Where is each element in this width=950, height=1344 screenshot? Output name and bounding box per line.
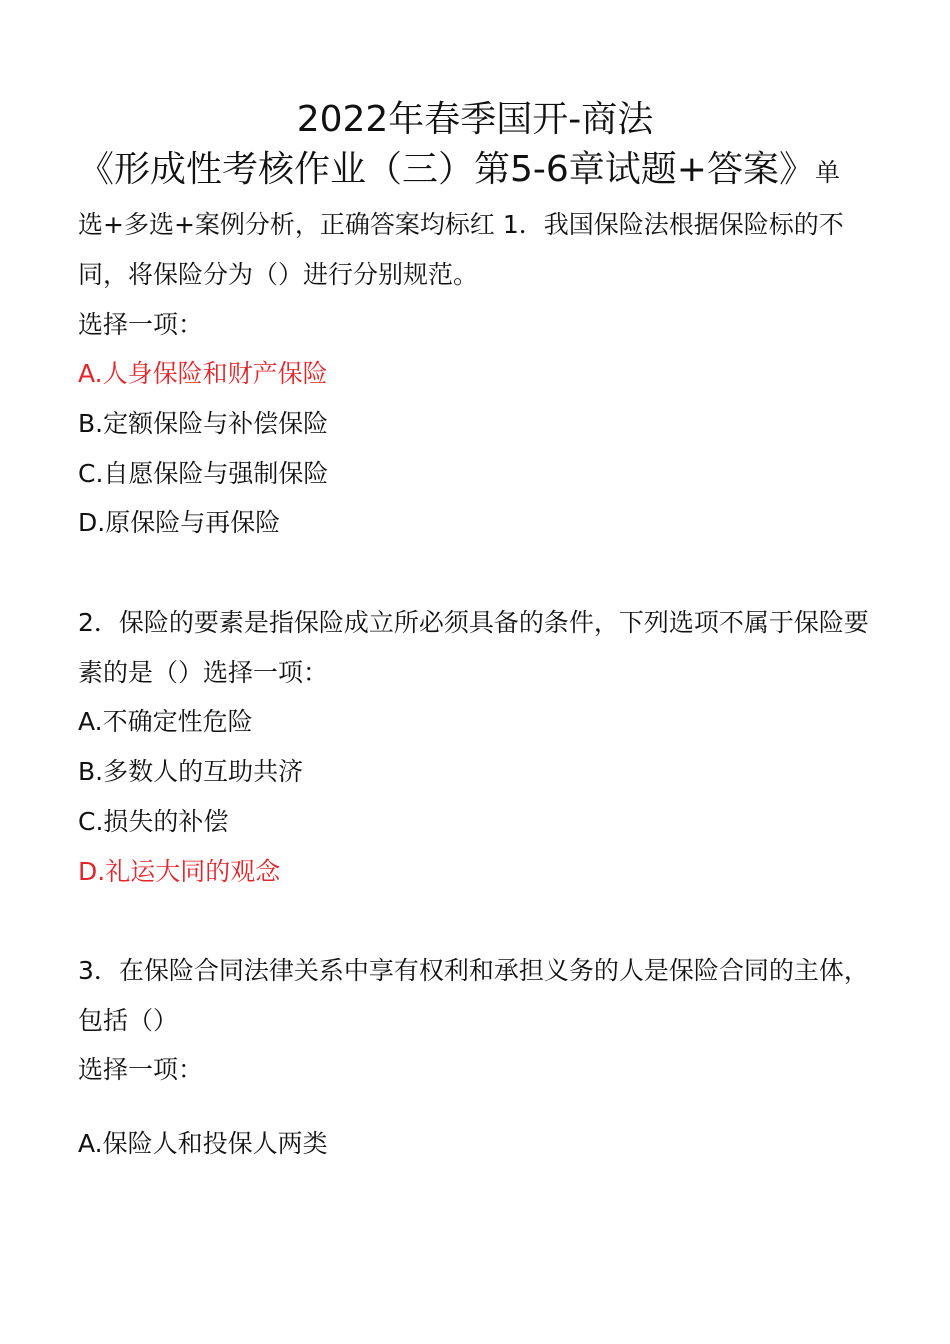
q3-prompt: 选择一项：: [78, 1055, 204, 1084]
q3-stem: 3．在保险合同法律关系中享有权利和承担义务的人是保险合同的主体，包括（）: [78, 956, 869, 1035]
subtitle-main: 《形成性考核作业（三）第5-6章试题+答案》: [78, 149, 815, 190]
document-subtitle: [78, 146, 878, 197]
q1-option-a: A.人身保险和财产保险: [78, 359, 328, 388]
q3-option-a: A.保险人和投保人两类: [78, 1129, 328, 1158]
q1-option-d: D.原保险与再保险: [78, 508, 281, 537]
q1-option-b: B.定额保险与补偿保险: [78, 409, 329, 438]
document-title: 2022年春季国开-商法: [296, 99, 654, 140]
q1-option-c: C.自愿保险与强制保险: [78, 459, 329, 488]
q2-option-c: C.损失的补偿: [78, 807, 229, 836]
q2-option-a: A.不确定性危险: [78, 707, 253, 736]
q2-stem: 2．保险的要素是指保险成立所必须具备的条件，下列选项不属于保险要素的是（）选择一项：: [78, 608, 869, 687]
intro-question-1: 选+多选+案例分析，正确答案均标红 1．我国保险法根据保险标的不同，将保险分为（）进行分别规范。: [78, 210, 844, 289]
q1-prompt: 选择一项：: [78, 310, 204, 339]
q2-option-b: B.多数人的互助共济: [78, 757, 304, 786]
subtitle-tail: 单: [814, 158, 840, 187]
q2-option-d: D.礼运大同的观念: [78, 857, 281, 886]
